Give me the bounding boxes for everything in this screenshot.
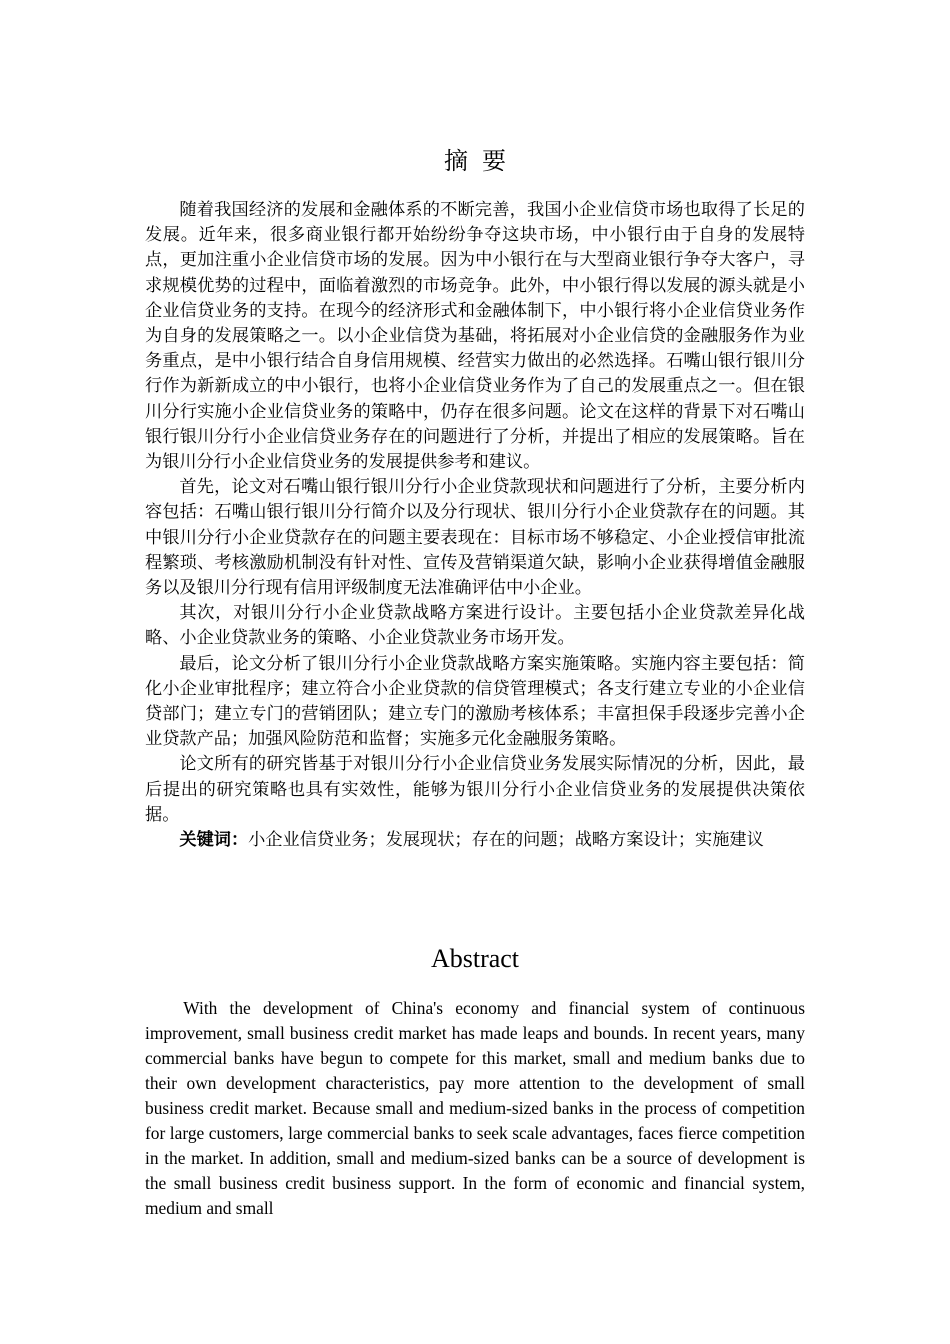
- chinese-abstract-paragraph-3: 其次，对银川分行小企业贷款战略方案进行设计。主要包括小企业贷款差异化战略、小企业贷款业务的策略、小企业贷款业务市场开发。: [145, 603, 805, 649]
- chinese-abstract-paragraph-1: 随着我国经济的发展和金融体系的不断完善，我国小企业信贷市场也取得了长足的发展。近年来，很多商业银行都开始纷纷争夺这块市场，中小银行由于自身的发展特点，更加注重小企业信贷市场的发展。因为中小银行在与大型商业银行争夺大客户，寻求规模优势的过程中，面临着激烈的市场竞争。此外，中小银行得以发展的源头就是小企业信贷业务的支持。在现今的经济形式和金融体制下，中小银行将小企业信贷业务作为自身的发展策略之一。以小企业信贷为基础，将拓展对小企业信贷的金融服务作为业务重点，是中小银行结合自身信用规模、经营实力做出的必然选择。石嘴山银行银川分行作为新新成立的中小银行，也将小企业信贷业务作为了自己的发展重点之一。但在银川分行实施小企业信贷业务的策略中，仍存在很多问题。论文在这样的背景下对石嘴山银行银川分行小企业信贷业务存在的问题进行了分析，并提出了相应的发展策略。旨在为银川分行小企业信贷业务的发展提供参考和建议。: [145, 200, 805, 473]
- english-abstract-paragraph-1: With the development of China's economy and financial system of continuous improvement, small business credit market has made leaps and bounds. In recent years, many commercial banks have begun to compete for this market, small and medium banks due to their own development characteristics, pay more attention to the development of small business credit market. Because small and medium-sized banks in the process of competition for large customers, large commercial banks to seek scale advantages, faces fierce competition in the market. In addition, small and medium-sized banks can be a source of development is the small business credit business support. In the form of economic and financial system, medium and small: [145, 998, 805, 1218]
- chinese-abstract-title: 摘要: [444, 147, 520, 175]
- chinese-abstract-paragraph-5: 论文所有的研究皆基于对银川分行小企业信贷业务发展实际情况的分析，因此，最后提出的研究策略也具有实效性，能够为银川分行小企业信贷业务的发展提供决策依据。: [145, 754, 805, 825]
- english-abstract-title: Abstract: [430, 944, 520, 973]
- keywords-line: [145, 828, 805, 853]
- chinese-abstract-paragraph-4: 最后，论文分析了银川分行小企业贷款战略方案实施策略。实施内容主要包括：简化小企业审批程序；建立符合小企业贷款的信贷管理模式；各支行建立专业的小企业信贷部门；建立专门的营销团队；建立专门的激励考核体系；丰富担保手段逐步完善小企业贷款产品；加强风险防范和监督；实施多元化金融服务策略。: [145, 653, 805, 750]
- english-abstract-body: [145, 996, 805, 1221]
- keywords-text: 小企业信贷业务；发展现状；存在的问题；战略方案设计；实施建议: [248, 830, 764, 851]
- chinese-abstract-body: [145, 198, 805, 853]
- keywords-label: 关键词：: [179, 830, 249, 851]
- chinese-abstract-paragraph-2: 首先，论文对石嘴山银行银川分行小企业贷款现状和问题进行了分析，主要分析内容包括：石嘴山银行银川分行简介以及分行现状、银川分行小企业贷款存在的问题。其中银川分行小企业贷款存在的问题主要表现在：目标市场不够稳定、小企业授信审批流程繁琐、考核激励机制没有针对性、宣传及营销渠道欠缺，影响小企业获得增值金融服务以及银川分行现有信用评级制度无法准确评估中小企业。: [145, 477, 805, 599]
